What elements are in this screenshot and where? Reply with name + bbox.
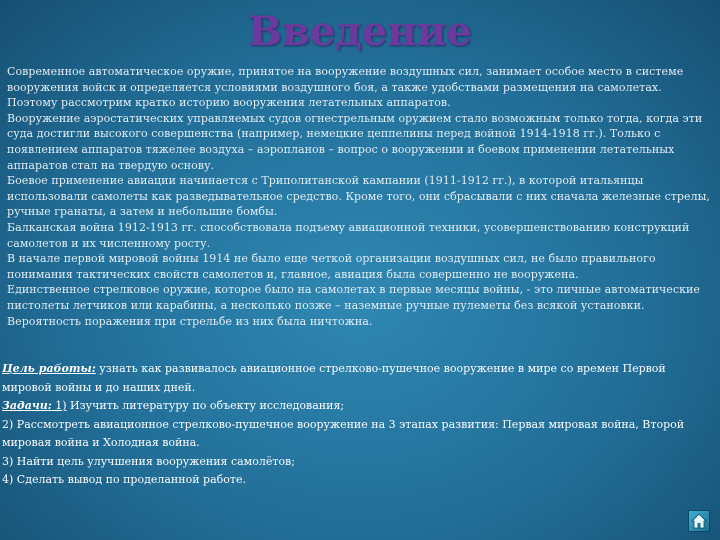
goal-text: узнать как развивалось авиационное стрелково-пушечное вооружение в мире со времен Первой мировой войны и до наших дней. xyxy=(2,362,666,394)
home-button[interactable] xyxy=(688,510,710,532)
task-line-3: 3) Найти цель улучшения вооружения самолётов; xyxy=(2,454,295,468)
task-1-text: Изучить литературу по объекту исследования; xyxy=(66,399,345,412)
task-line-1 xyxy=(2,397,714,416)
task-1-marker: 1) xyxy=(51,399,67,412)
paragraph: Боевое применение авиации начинается с Триполитанской кампании (1911-1912 гг.), в которой итальянцы использовали самолеты как разведывательное средство. Кроме того, они сбрасывали с них сначала железные стрелы, ручные гранаты, а затем и небольшие бомбы. xyxy=(7,174,710,219)
paragraph: Современное автоматическое оружие, принятое на вооружение воздушных сил, занимает особое место в системе вооружения войск и определяется условиями воздушного боя, а также удобствами размещения на самолетах. Поэтому рассмотрим кратко историю вооружения летательных аппаратов. xyxy=(7,65,684,110)
goal-label: Цель работы: xyxy=(2,362,96,375)
paragraph: Единственное стрелковое оружие, которое было на самолетах в первые месяцы войны, - это личные автоматические пистолеты летчиков или карабины, а несколько позже – наземные ручные пулеметы без всякой установки. Вероятность поражения при стрельбе из них была ничтожна. xyxy=(7,283,700,328)
paragraph: Вооружение аэростатических управляемых судов огнестрельным оружием стало возможным только тогда, когда эти суда достигли высокого совершенства (например, немецкие цеппелины перед войной 1914-1918 гг.). Только с появлением аппаратов тяжелее воздуха – аэропланов – вопрос о вооружении и боевом применении летательных аппаратов стал на твердую основу. xyxy=(7,111,703,172)
task-line-2: 2) Рассмотреть авиационное стрелково-пушечное вооружение на 3 этапах развития: Первая мировая война, Второй мировая война и Холодная война. xyxy=(2,417,685,449)
tasks-label: Задачи: xyxy=(2,399,52,412)
intro-text xyxy=(7,64,713,329)
task-line-4: 4) Сделать вывод по проделанной работе. xyxy=(2,473,246,486)
slide-title: Введение xyxy=(248,8,472,55)
goals-and-tasks xyxy=(2,360,714,490)
home-icon xyxy=(689,511,709,531)
paragraph: Балканская война 1912-1913 гг. способствовала подъему авиационной техники, усовершенствованию конструкций самолетов и их численному росту. xyxy=(7,220,690,250)
paragraph: В начале первой мировой войны 1914 не было еще четкой организации воздушных сил, не было правильного понимания тактических свойств самолетов и, главное, авиация была совершенно не вооружена. xyxy=(7,252,656,281)
goal-line xyxy=(2,360,714,397)
